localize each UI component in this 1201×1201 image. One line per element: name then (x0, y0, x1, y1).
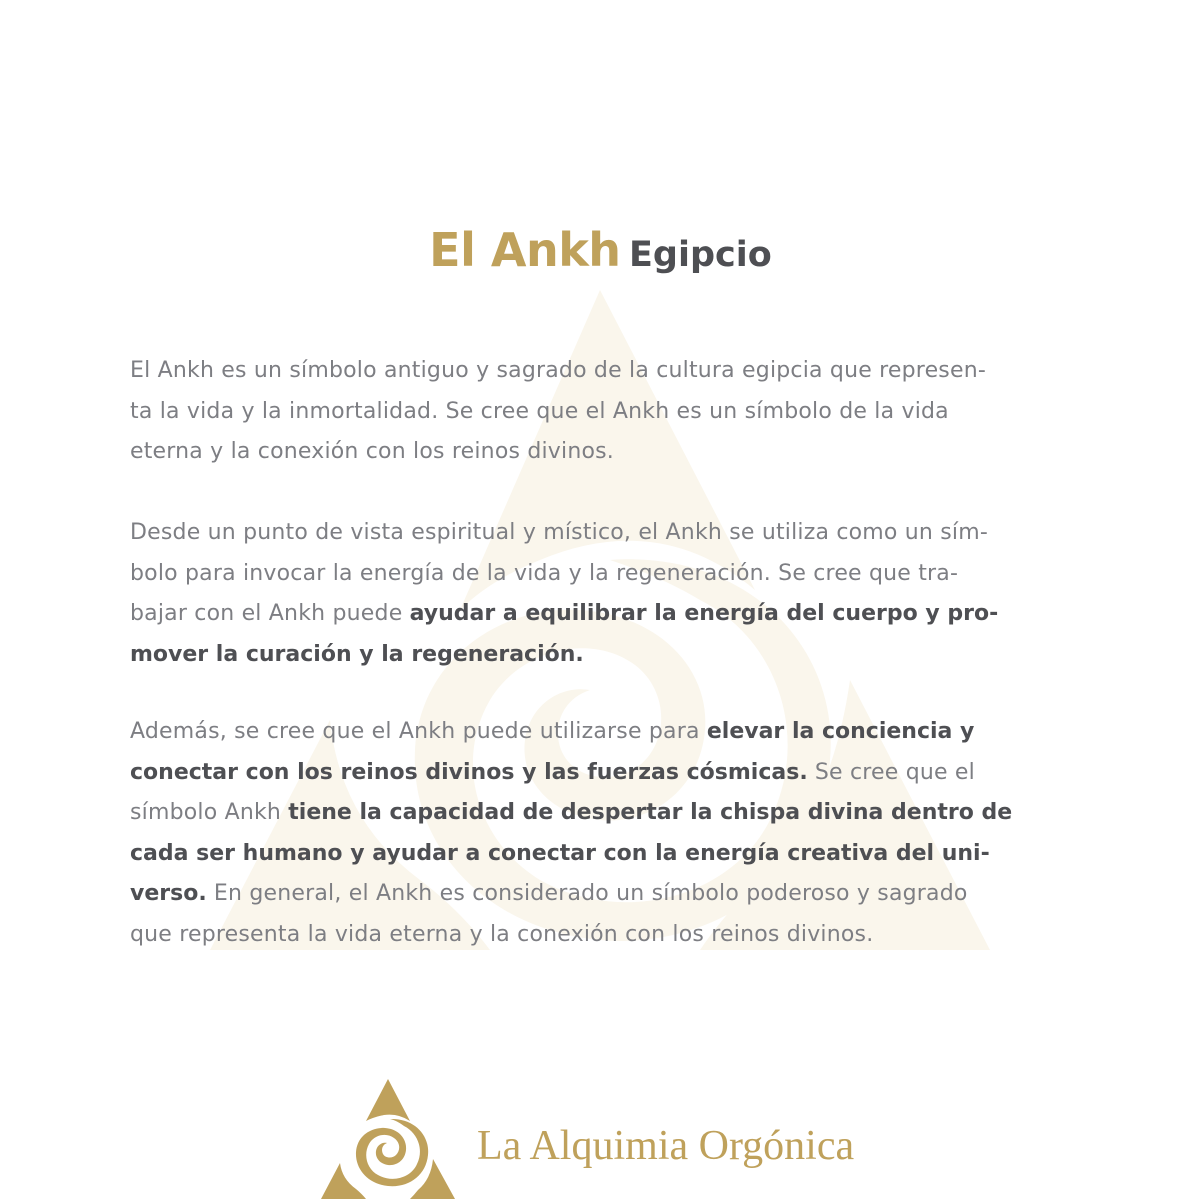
text-run: que representa la vida eterna y la conexión con los reinos divinos. (130, 921, 874, 947)
bold-text-run: cada ser humano y ayudar a conectar con la energía creativa del uni- (130, 840, 990, 866)
title-highlight: El Ankh (429, 223, 621, 277)
paragraph-1 (130, 351, 986, 473)
title-rest: Egipcio (629, 235, 772, 275)
triangle-spiral-logo-icon (318, 1073, 458, 1201)
text-line (130, 635, 998, 676)
bold-text-run: ayudar a equilibrar la energía del cuerpo y pro- (409, 601, 999, 626)
page-title (0, 222, 1201, 290)
text-line (130, 753, 1012, 794)
text-line (130, 392, 986, 433)
bold-text-run: mover la curación y la regeneración. (130, 641, 584, 667)
text-run: bajar con el Ankh puede (130, 601, 410, 626)
text-line (130, 793, 1012, 834)
paragraph-3 (130, 712, 1012, 955)
text-line (130, 513, 998, 554)
text-run: Desde un punto de vista espiritual y místico, el Ankh se utiliza como un sím- (130, 520, 989, 545)
text-run: Se cree que el (807, 759, 975, 785)
text-line (130, 874, 1012, 915)
text-run: símbolo Ankh (130, 800, 289, 825)
text-run: Además, se cree que el Ankh puede utilizarse para (130, 719, 707, 744)
text-line (130, 712, 1012, 753)
text-run: eterna y la conexión con los reinos divinos. (130, 439, 615, 464)
bold-text-run: elevar la conciencia y (706, 719, 975, 744)
text-run: ta la vida y la inmortalidad. Se cree que el Ankh es un símbolo de la vida (130, 398, 949, 424)
text-run: El Ankh es un símbolo antiguo y sagrado de la cultura egipcia que represen- (130, 358, 986, 383)
brand-name: La Alquimia Orgónica (477, 1123, 855, 1169)
text-line (130, 351, 986, 392)
text-run: bolo para invocar la energía de la vida y la regeneración. Se cree que tra- (130, 560, 959, 586)
bold-text-run: tiene la capacidad de despertar la chispa divina dentro de (288, 800, 1013, 825)
bold-text-run: conectar con los reinos divinos y las fuerzas cósmicas. (130, 759, 808, 785)
text-run: En general, el Ankh es considerado un símbolo poderoso y sagrado (206, 881, 968, 906)
text-line (130, 554, 998, 595)
bold-text-run: verso. (130, 881, 207, 906)
text-line (130, 594, 998, 635)
text-line (130, 915, 1012, 956)
text-line (130, 834, 1012, 875)
text-line (130, 432, 986, 473)
paragraph-2 (130, 513, 998, 675)
